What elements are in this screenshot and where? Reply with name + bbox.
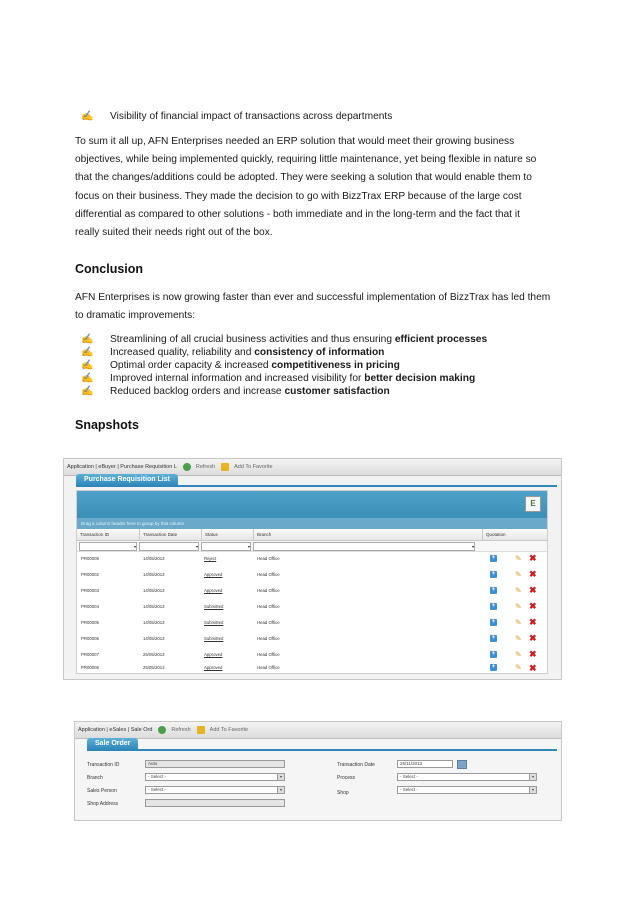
chevron-down-icon: ▾ [277,774,284,780]
table-row[interactable] [77,599,547,615]
cell-transaction-id: PR00007 [81,652,99,657]
add-quotation-icon[interactable]: + [491,555,496,561]
summary-line: differential as compared to other solutions - both immediate and in the long-term and the fact that it [75,208,520,220]
bullet-bold: consistency of information [254,347,385,358]
pen-bullet-icon: ✍ [81,347,94,358]
add-quotation-icon[interactable]: + [491,587,496,593]
pen-bullet-icon: ✍ [81,373,94,384]
bullet-bold: competitiveness in pricing [271,360,400,371]
sales-person-label: Sales Person [87,788,117,794]
cell-transaction-id: PR00009 [81,665,99,670]
pen-bullet-icon: ✍ [81,386,94,397]
sales-person-select[interactable] [145,786,285,794]
bullet-text: Reduced backlog orders and increase [110,386,285,397]
cell-transaction-id: PR00002 [81,572,99,577]
pen-bullet-icon: ✍ [81,334,94,345]
list-item [81,333,561,346]
cell-status-link[interactable]: Submitted [204,620,224,625]
refresh-label: Refresh [195,464,216,470]
branch-label: Branch [87,775,103,781]
process-select[interactable] [397,773,537,781]
cell-transaction-id: PR00006 [81,636,99,641]
top-bullet-text: Visibility of financial impact of transactions across departments [110,111,393,122]
cell-status-link[interactable]: Approved [204,665,223,670]
refresh-icon [183,463,191,471]
refresh-button[interactable] [158,726,190,734]
tab-underline [76,485,557,487]
cell-status-link[interactable]: Submitted [204,604,224,609]
summary-line: focus on their business. They made the decision to go with BizzTrax ERP because of the large cost [75,190,522,202]
favorite-label: Add To Favorite [234,464,273,470]
sale-order-screenshot [74,721,562,821]
summary-line: To sum it all up, AFN Enterprises needed an ERP solution that would meet their growing business [75,136,515,147]
shop-label: Shop [337,790,349,796]
delete-icon[interactable]: ✖ [529,633,537,643]
transaction-id-label: Transaction ID [87,762,120,768]
table-row[interactable] [77,583,547,599]
list-item [81,359,561,372]
bullet-bold: better decision making [364,373,476,384]
cell-branch: Head Office [257,652,280,657]
conclusion-intro-line: to dramatic improvements: [75,310,196,322]
cell-branch: Head Office [257,620,280,625]
column-header-status[interactable]: Status [201,529,253,540]
cell-status-link[interactable]: Approved [204,588,223,593]
cell-branch: Head Office [257,556,280,561]
delete-icon[interactable]: ✖ [529,617,537,627]
bullet-text: Increased quality, reliability and [110,347,255,358]
calendar-icon[interactable] [457,760,467,769]
summary-paragraph [75,133,561,242]
chevron-down-icon: ▾ [277,787,284,793]
summary-line: really suited their needs right out of the box. [75,227,273,239]
top-bullet [81,110,392,123]
refresh-icon [158,726,166,734]
grid-column-headers [77,529,547,541]
cell-transaction-id: PR00008 [81,556,99,561]
cell-transaction-date: 25/05/2013 [143,652,165,657]
list-item [81,385,561,398]
process-selected-value: - Select - [400,774,419,779]
sales-person-selected-value: - Select - [148,787,167,792]
shop-select[interactable] [397,786,537,794]
bullet-text: Optimal order capacity & increased [110,360,272,371]
delete-icon[interactable]: ✖ [529,663,537,673]
edit-pencil-icon[interactable]: ✎ [515,602,522,611]
add-quotation-icon[interactable]: + [491,571,496,577]
transaction-date-label: Transaction Date [337,762,375,768]
conclusion-bullet-list [81,333,561,398]
add-favorite-button[interactable] [221,463,272,471]
cell-transaction-date: 14/05/2013 [143,620,165,625]
edit-pencil-icon[interactable]: ✎ [515,634,522,643]
grid-panel [76,490,548,674]
cell-transaction-date: 14/05/2013 [143,588,165,593]
filter-input-transaction-date[interactable]: ▾ [139,542,199,551]
filter-input-transaction-id[interactable]: ▾ [79,542,137,551]
cell-transaction-date: 25/05/2013 [143,665,165,670]
add-quotation-icon[interactable]: + [491,664,496,670]
snapshots-heading: Snapshots [75,418,139,432]
edit-pencil-icon[interactable]: ✎ [515,554,522,563]
edit-pencil-icon[interactable]: ✎ [515,650,522,659]
branch-selected-value: - Select - [148,774,167,779]
filter-input-status[interactable]: ▾ [201,542,251,551]
conclusion-heading: Conclusion [75,262,144,276]
table-row[interactable] [77,647,547,663]
cell-transaction-id: PR00005 [81,620,99,625]
cell-branch: Head Office [257,604,280,609]
table-row[interactable] [77,551,547,567]
pen-bullet-icon: ✍ [81,360,94,371]
edit-pencil-icon[interactable]: ✎ [515,586,522,595]
summary-line: that the changes/additions could be adopted. They were seeking a solution that would enable them to [75,172,532,184]
add-favorite-button[interactable] [197,726,248,734]
group-drag-hint: Drag a column header here to group by that column [77,518,547,529]
summary-line: objectives, while being implemented quickly, requiring little maintenance, yet being flexible in nature so [75,154,537,166]
transaction-id-field[interactable]: Auto [145,760,285,768]
table-row[interactable] [77,663,547,673]
cell-branch: Head Office [257,588,280,593]
cell-branch: Head Office [257,636,280,641]
cell-status-link[interactable]: Submitted [204,636,224,641]
table-row[interactable] [77,615,547,631]
filter-input-branch[interactable]: ▾ [253,542,475,551]
favorite-label: Add To Favorite [209,727,249,733]
conclusion-intro [75,289,561,325]
breadcrumb: Application | eSales | Sale Ord [78,727,153,733]
star-icon [221,463,229,471]
chevron-down-icon: ▾ [529,787,536,793]
column-header-transaction-date[interactable]: Transaction Date [139,529,201,540]
delete-icon[interactable]: ✖ [529,569,537,579]
add-quotation-icon[interactable]: + [491,635,496,641]
bullet-bold: efficient processes [394,334,488,345]
pen-bullet-icon: ✍ [81,111,94,122]
toolbar [75,722,561,739]
purchase-requisition-screenshot [63,458,562,680]
chevron-down-icon: ▾ [529,774,536,780]
delete-icon[interactable]: ✖ [529,585,537,595]
breadcrumb: Application | eBuyer | Purchase Requisition L [67,464,177,470]
add-quotation-icon[interactable]: + [491,603,496,609]
shop-address-field[interactable] [145,799,285,807]
cell-transaction-id: PR00004 [81,604,99,609]
transaction-date-field[interactable]: 25/11/2013 [397,760,453,768]
table-row[interactable] [77,631,547,647]
bullet-text: Improved internal information and increased visibility for [110,373,365,384]
conclusion-intro-line: AFN Enterprises is now growing faster than ever and successful implementation of BizzTrax has led them [75,292,551,303]
cell-branch: Head Office [257,665,280,670]
cell-transaction-id: PR00003 [81,588,99,593]
delete-icon[interactable]: ✖ [529,601,537,611]
bullet-bold: customer satisfaction [284,386,390,397]
list-item [81,372,561,385]
cell-transaction-date: 14/05/2013 [143,604,165,609]
add-quotation-icon[interactable]: + [491,619,496,625]
refresh-label: Refresh [171,727,191,733]
shop-address-label: Shop Address [87,801,119,807]
cell-status-link[interactable]: Reject [204,556,217,561]
bullet-text: Streamlining of all crucial business activities and thus ensuring [110,334,395,345]
export-excel-icon[interactable]: E [525,496,541,512]
star-icon [197,726,205,734]
column-header-transaction-id[interactable]: Transaction ID [80,532,110,537]
column-header-branch[interactable]: Branch [253,529,477,540]
edit-pencil-icon[interactable]: ✎ [515,570,522,579]
cell-transaction-date: 14/05/2013 [143,572,165,577]
edit-pencil-icon[interactable]: ✎ [515,618,522,627]
list-item [81,346,561,359]
delete-icon[interactable]: ✖ [529,649,537,659]
column-header-quotation[interactable]: Quotation [482,529,516,540]
cell-transaction-date: 14/05/2013 [143,556,165,561]
cell-status-link[interactable]: Approved [204,572,223,577]
process-label: Process [337,775,356,781]
add-quotation-icon[interactable]: + [491,651,496,657]
shop-selected-value: - Select - [400,787,419,792]
refresh-button[interactable] [183,463,215,471]
table-row[interactable] [77,567,547,583]
cell-branch: Head Office [257,572,280,577]
tab-purchase-requisition-list[interactable]: Purchase Requisition List [76,474,178,486]
cell-status-link[interactable]: Approved [204,652,223,657]
cell-transaction-date: 14/05/2013 [143,636,165,641]
branch-select[interactable] [145,773,285,781]
delete-icon[interactable]: ✖ [529,553,537,563]
edit-pencil-icon[interactable]: ✎ [515,663,522,672]
tab-underline [87,749,557,751]
grid-header-band [77,491,547,518]
tab-sale-order[interactable]: Sale Order [87,738,138,750]
